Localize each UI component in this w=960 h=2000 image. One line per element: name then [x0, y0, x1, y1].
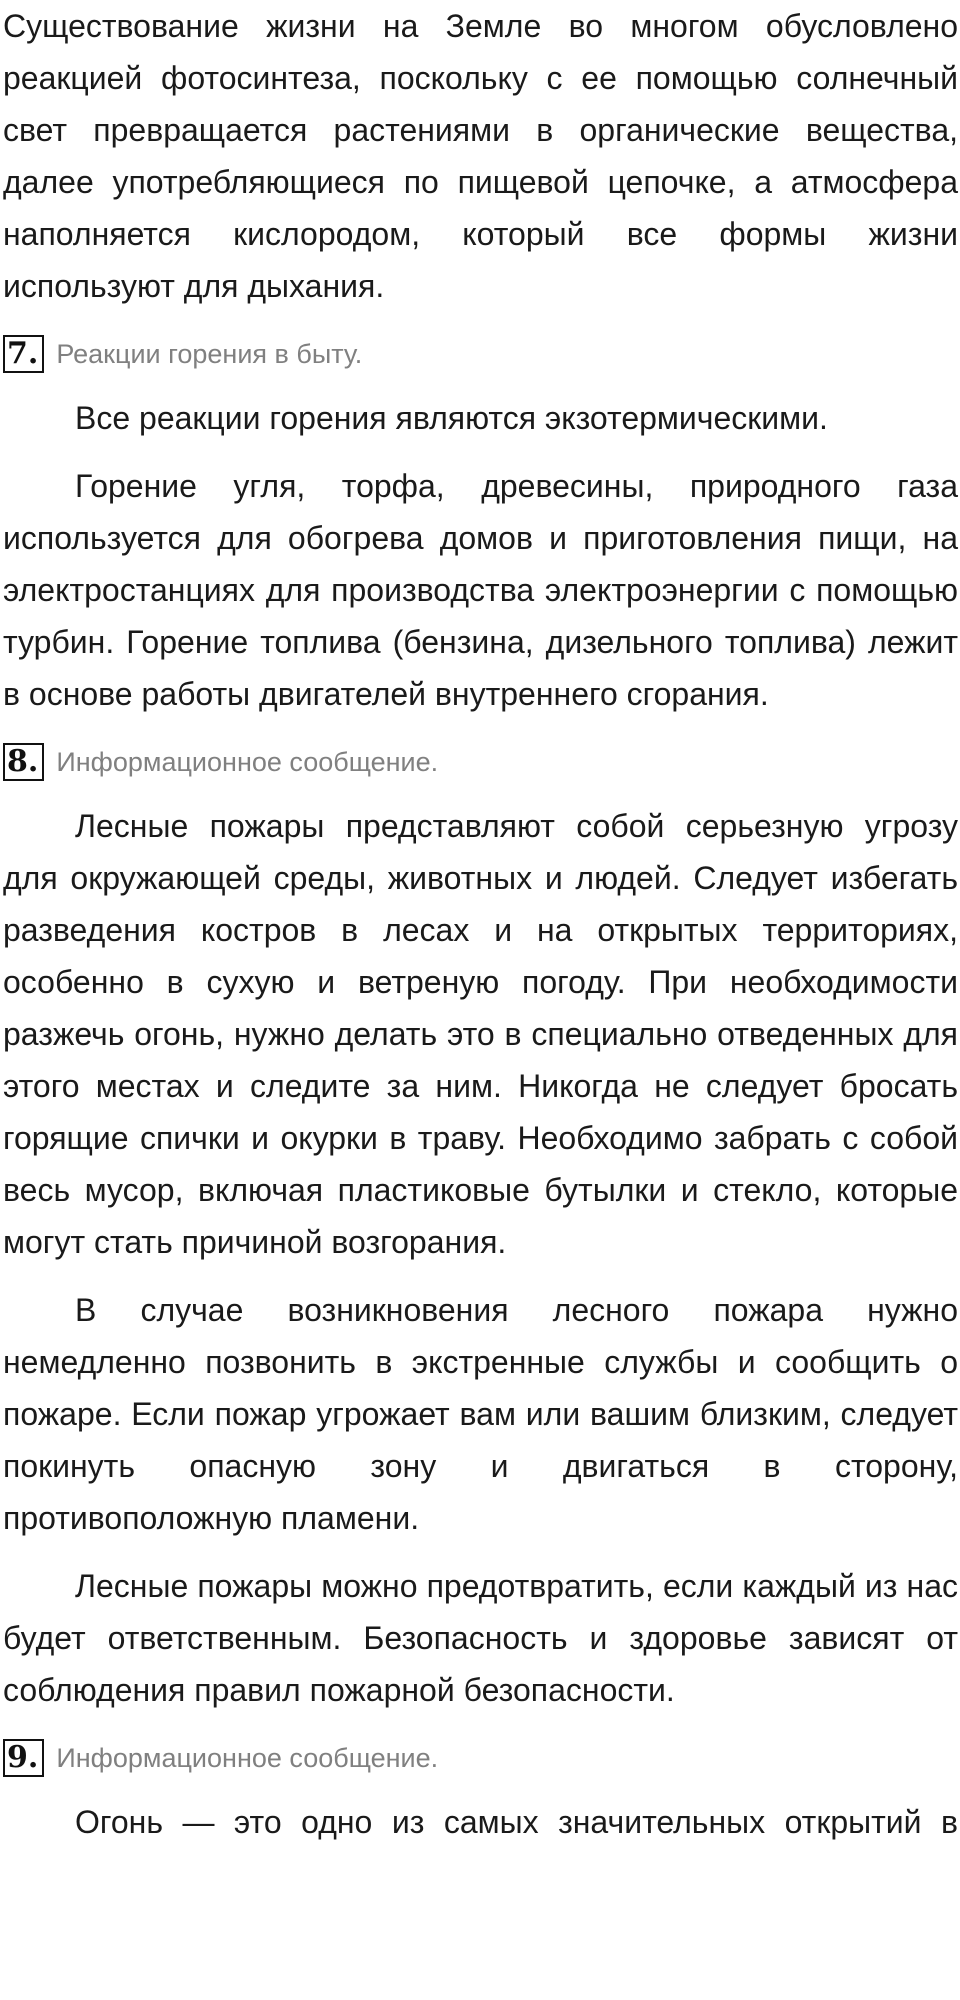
- paragraph-gap: [3, 1268, 958, 1284]
- paragraph: Лесные пожары можно предотвратить, если каждый из нас будет ответственным. Безопасность и здоровье зависят от соблюдения правил пожарной безопасности.: [3, 1568, 958, 1708]
- paragraph: Все реакции горения являются экзотермическими.: [75, 400, 828, 436]
- paragraph: В случае возникновения лесного пожара нужно немедленно позвонить в экстренные службы и сообщить о пожаре. Если пожар угрожает вам или вашим близким, следует покинуть опасную зону и двигаться в сторону, противоположную пламени.: [3, 1292, 958, 1536]
- paragraph: Горение угля, торфа, древесины, природного газа используется для обогрева домов и приготовления пищи, на электростанциях для производства электроэнергии с помощью турбин. Горение топлива (бензина, дизельного топлива) лежит в основе работы двигателей внутреннего сгорания.: [3, 468, 958, 712]
- section-title: Информационное сообщение.: [56, 1743, 439, 1773]
- section-number-box: 8.: [3, 743, 44, 781]
- section-number-box: 9.: [3, 1739, 44, 1777]
- document-page: [3, 0, 958, 1848]
- section-number-box: 7.: [3, 335, 44, 373]
- paragraph: Лесные пожары представляют собой серьезную угрозу для окружающей среды, животных и людей. Следует избегать разведения костров в лесах и на открытых территориях, особенно в сухую и ветреную погоду. При необходимости разжечь огонь, нужно делать это в специально отведенных для этого местах и следите за ним. Никогда не следует бросать горящие спички и окурки в траву. Необходимо забрать с собой весь мусор, включая пластиковые бутылки и стекло, которые могут стать причиной возгорания.: [3, 808, 958, 1260]
- paragraph-gap: [3, 444, 958, 460]
- section-8-header: [3, 738, 958, 786]
- paragraph-gap: [3, 1544, 958, 1560]
- section-9-header: [3, 1734, 958, 1782]
- section-title: Реакции горения в быту.: [56, 339, 363, 369]
- section-title: Информационное сообщение.: [56, 747, 439, 777]
- intro-paragraph: Существование жизни на Земле во многом обусловлено реакцией фотосинтеза, поскольку с ее помощью солнечный свет превращается растениями в органические вещества, далее употребляющиеся по пищевой цепочке, а атмосфера наполняется кислородом, который все формы жизни используют для дыхания.: [3, 8, 958, 304]
- section-7-header: [3, 330, 958, 378]
- paragraph: Огонь — это одно из самых значительных открытий в: [75, 1804, 958, 1840]
